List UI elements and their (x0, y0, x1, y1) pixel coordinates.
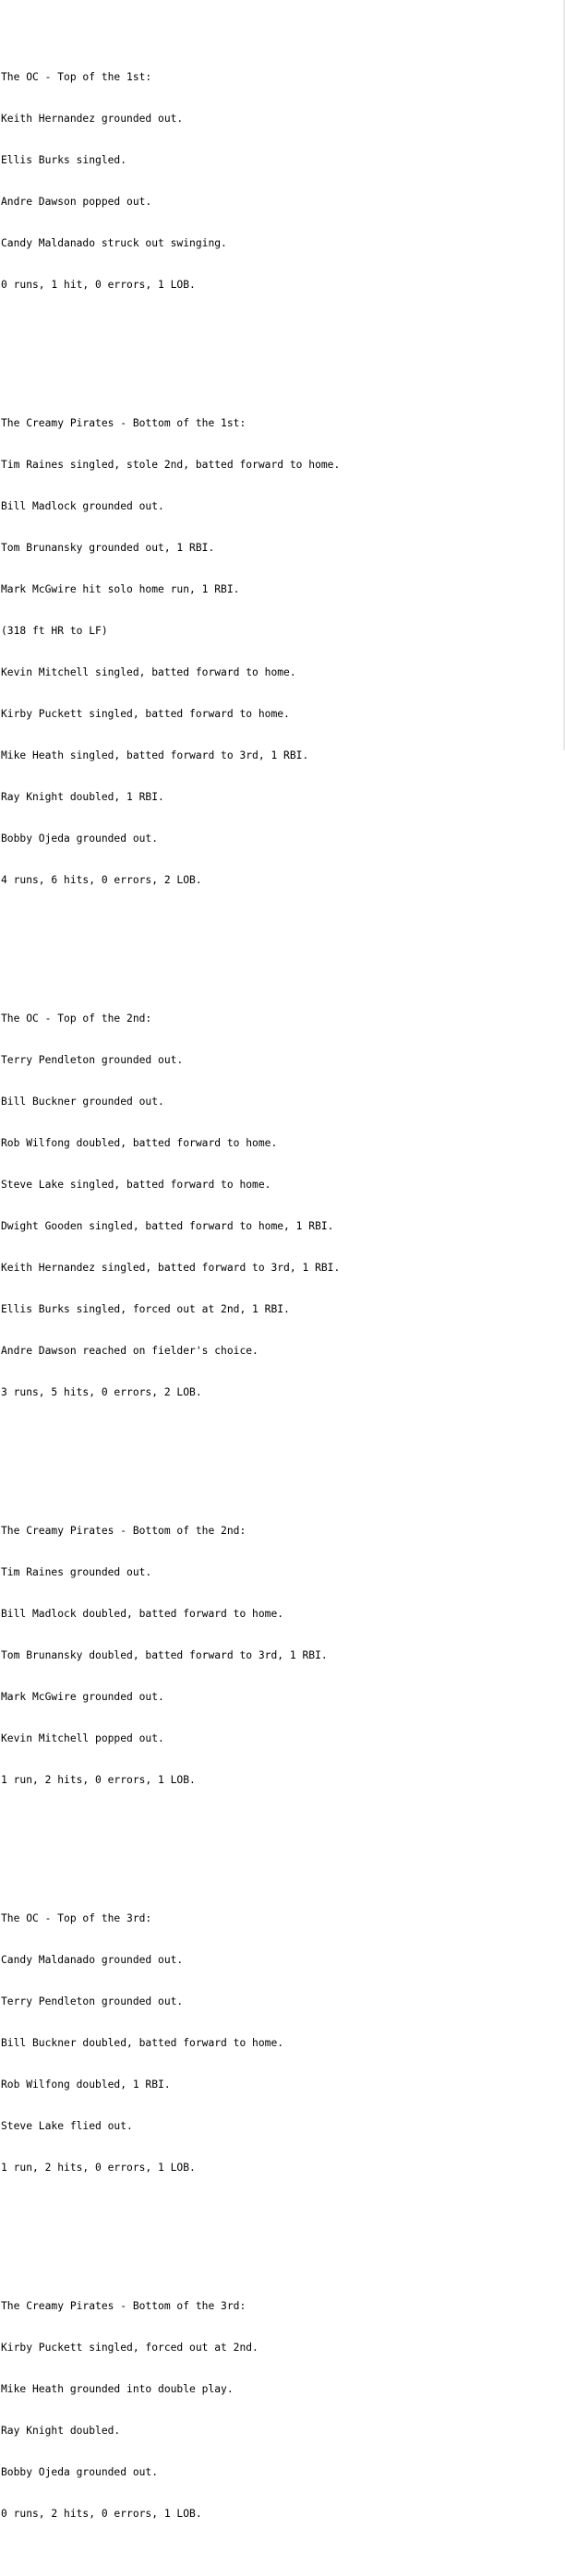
play-line: Tim Raines grounded out. (1, 1566, 152, 1578)
play-line: Tom Brunansky doubled, batted forward to 3rd, 1 RBI. (1, 1649, 328, 1661)
inning-block (1, 2271, 340, 2548)
play-line: Bill Buckner grounded out. (1, 1096, 164, 1108)
inning-block (1, 389, 340, 915)
play-line: Rob Wilfong doubled, batted forward to home. (1, 1137, 278, 1149)
inning-block (1, 984, 340, 1427)
inning-summary: 0 runs, 2 hits, 0 errors, 1 LOB. (1, 2508, 202, 2520)
play-line: Bill Madlock grounded out. (1, 500, 164, 512)
play-line: Ray Knight doubled. (1, 2425, 121, 2437)
play-line: Candy Maldanado grounded out. (1, 1954, 184, 1966)
play-line: Andre Dawson popped out. (1, 196, 152, 208)
play-line: Ray Knight doubled, 1 RBI. (1, 791, 164, 803)
play-line: Kirby Puckett singled, batted forward to home. (1, 708, 290, 720)
play-line: Candy Maldanado struck out swinging. (1, 237, 227, 249)
inning-summary: 0 runs, 1 hit, 0 errors, 1 LOB. (1, 279, 196, 291)
play-line: Andre Dawson reached on fielder's choice. (1, 1345, 258, 1357)
inning-summary: 1 run, 2 hits, 0 errors, 1 LOB. (1, 2162, 196, 2174)
play-line: Bill Madlock doubled, batted forward to home. (1, 1608, 284, 1620)
inning-header: The Creamy Pirates - Bottom of the 3rd: (1, 2300, 246, 2312)
play-line: Mike Heath singled, batted forward to 3rd, 1 RBI. (1, 749, 309, 761)
play-line: (318 ft HR to LF) (1, 625, 108, 637)
inning-header: The Creamy Pirates - Bottom of the 1st: (1, 417, 246, 429)
play-line: Steve Lake flied out. (1, 2120, 133, 2132)
play-line: Terry Pendleton grounded out. (1, 1054, 184, 1066)
inning-block (1, 1884, 340, 2202)
play-line: Bill Buckner doubled, batted forward to home. (1, 2037, 284, 2049)
inning-summary: 4 runs, 6 hits, 0 errors, 2 LOB. (1, 874, 202, 886)
play-line: Ellis Burks singled, forced out at 2nd, 1 RBI. (1, 1303, 290, 1315)
play-line: Steve Lake singled, batted forward to home. (1, 1179, 271, 1191)
inning-summary: 1 run, 2 hits, 0 errors, 1 LOB. (1, 1774, 196, 1786)
play-line: Tom Brunansky grounded out, 1 RBI. (1, 542, 215, 554)
play-line: Mike Heath grounded into double play. (1, 2383, 234, 2395)
play-line: Terry Pendleton grounded out. (1, 1995, 184, 2007)
play-line: Mark McGwire grounded out. (1, 1691, 164, 1703)
play-line: Bobby Ojeda grounded out. (1, 833, 159, 845)
inning-header: The OC - Top of the 3rd: (1, 1912, 152, 1924)
inning-summary: 3 runs, 5 hits, 0 errors, 2 LOB. (1, 1386, 202, 1398)
inning-block (1, 42, 340, 319)
inning-header: The OC - Top of the 2nd: (1, 1012, 152, 1024)
play-by-play-log (1, 1, 340, 2576)
inning-block (1, 1496, 340, 1815)
play-line: Dwight Gooden singled, batted forward to home, 1 RBI. (1, 1220, 334, 1232)
play-line: Kirby Puckett singled, forced out at 2nd. (1, 2342, 258, 2354)
play-line: Ellis Burks singled. (1, 154, 127, 166)
play-line: Rob Wilfong doubled, 1 RBI. (1, 2079, 171, 2091)
play-line: Bobby Ojeda grounded out. (1, 2466, 159, 2478)
inning-header: The Creamy Pirates - Bottom of the 2nd: (1, 1525, 246, 1537)
play-line: Kevin Mitchell popped out. (1, 1732, 164, 1744)
play-line: Kevin Mitchell singled, batted forward to home. (1, 666, 296, 678)
play-line: Keith Hernandez singled, batted forward to 3rd, 1 RBI. (1, 1262, 341, 1274)
play-line: Mark McGwire hit solo home run, 1 RBI. (1, 583, 240, 595)
play-line: Tim Raines singled, stole 2nd, batted forward to home. (1, 459, 341, 471)
play-line: Keith Hernandez grounded out. (1, 113, 184, 125)
inning-header: The OC - Top of the 1st: (1, 71, 152, 83)
